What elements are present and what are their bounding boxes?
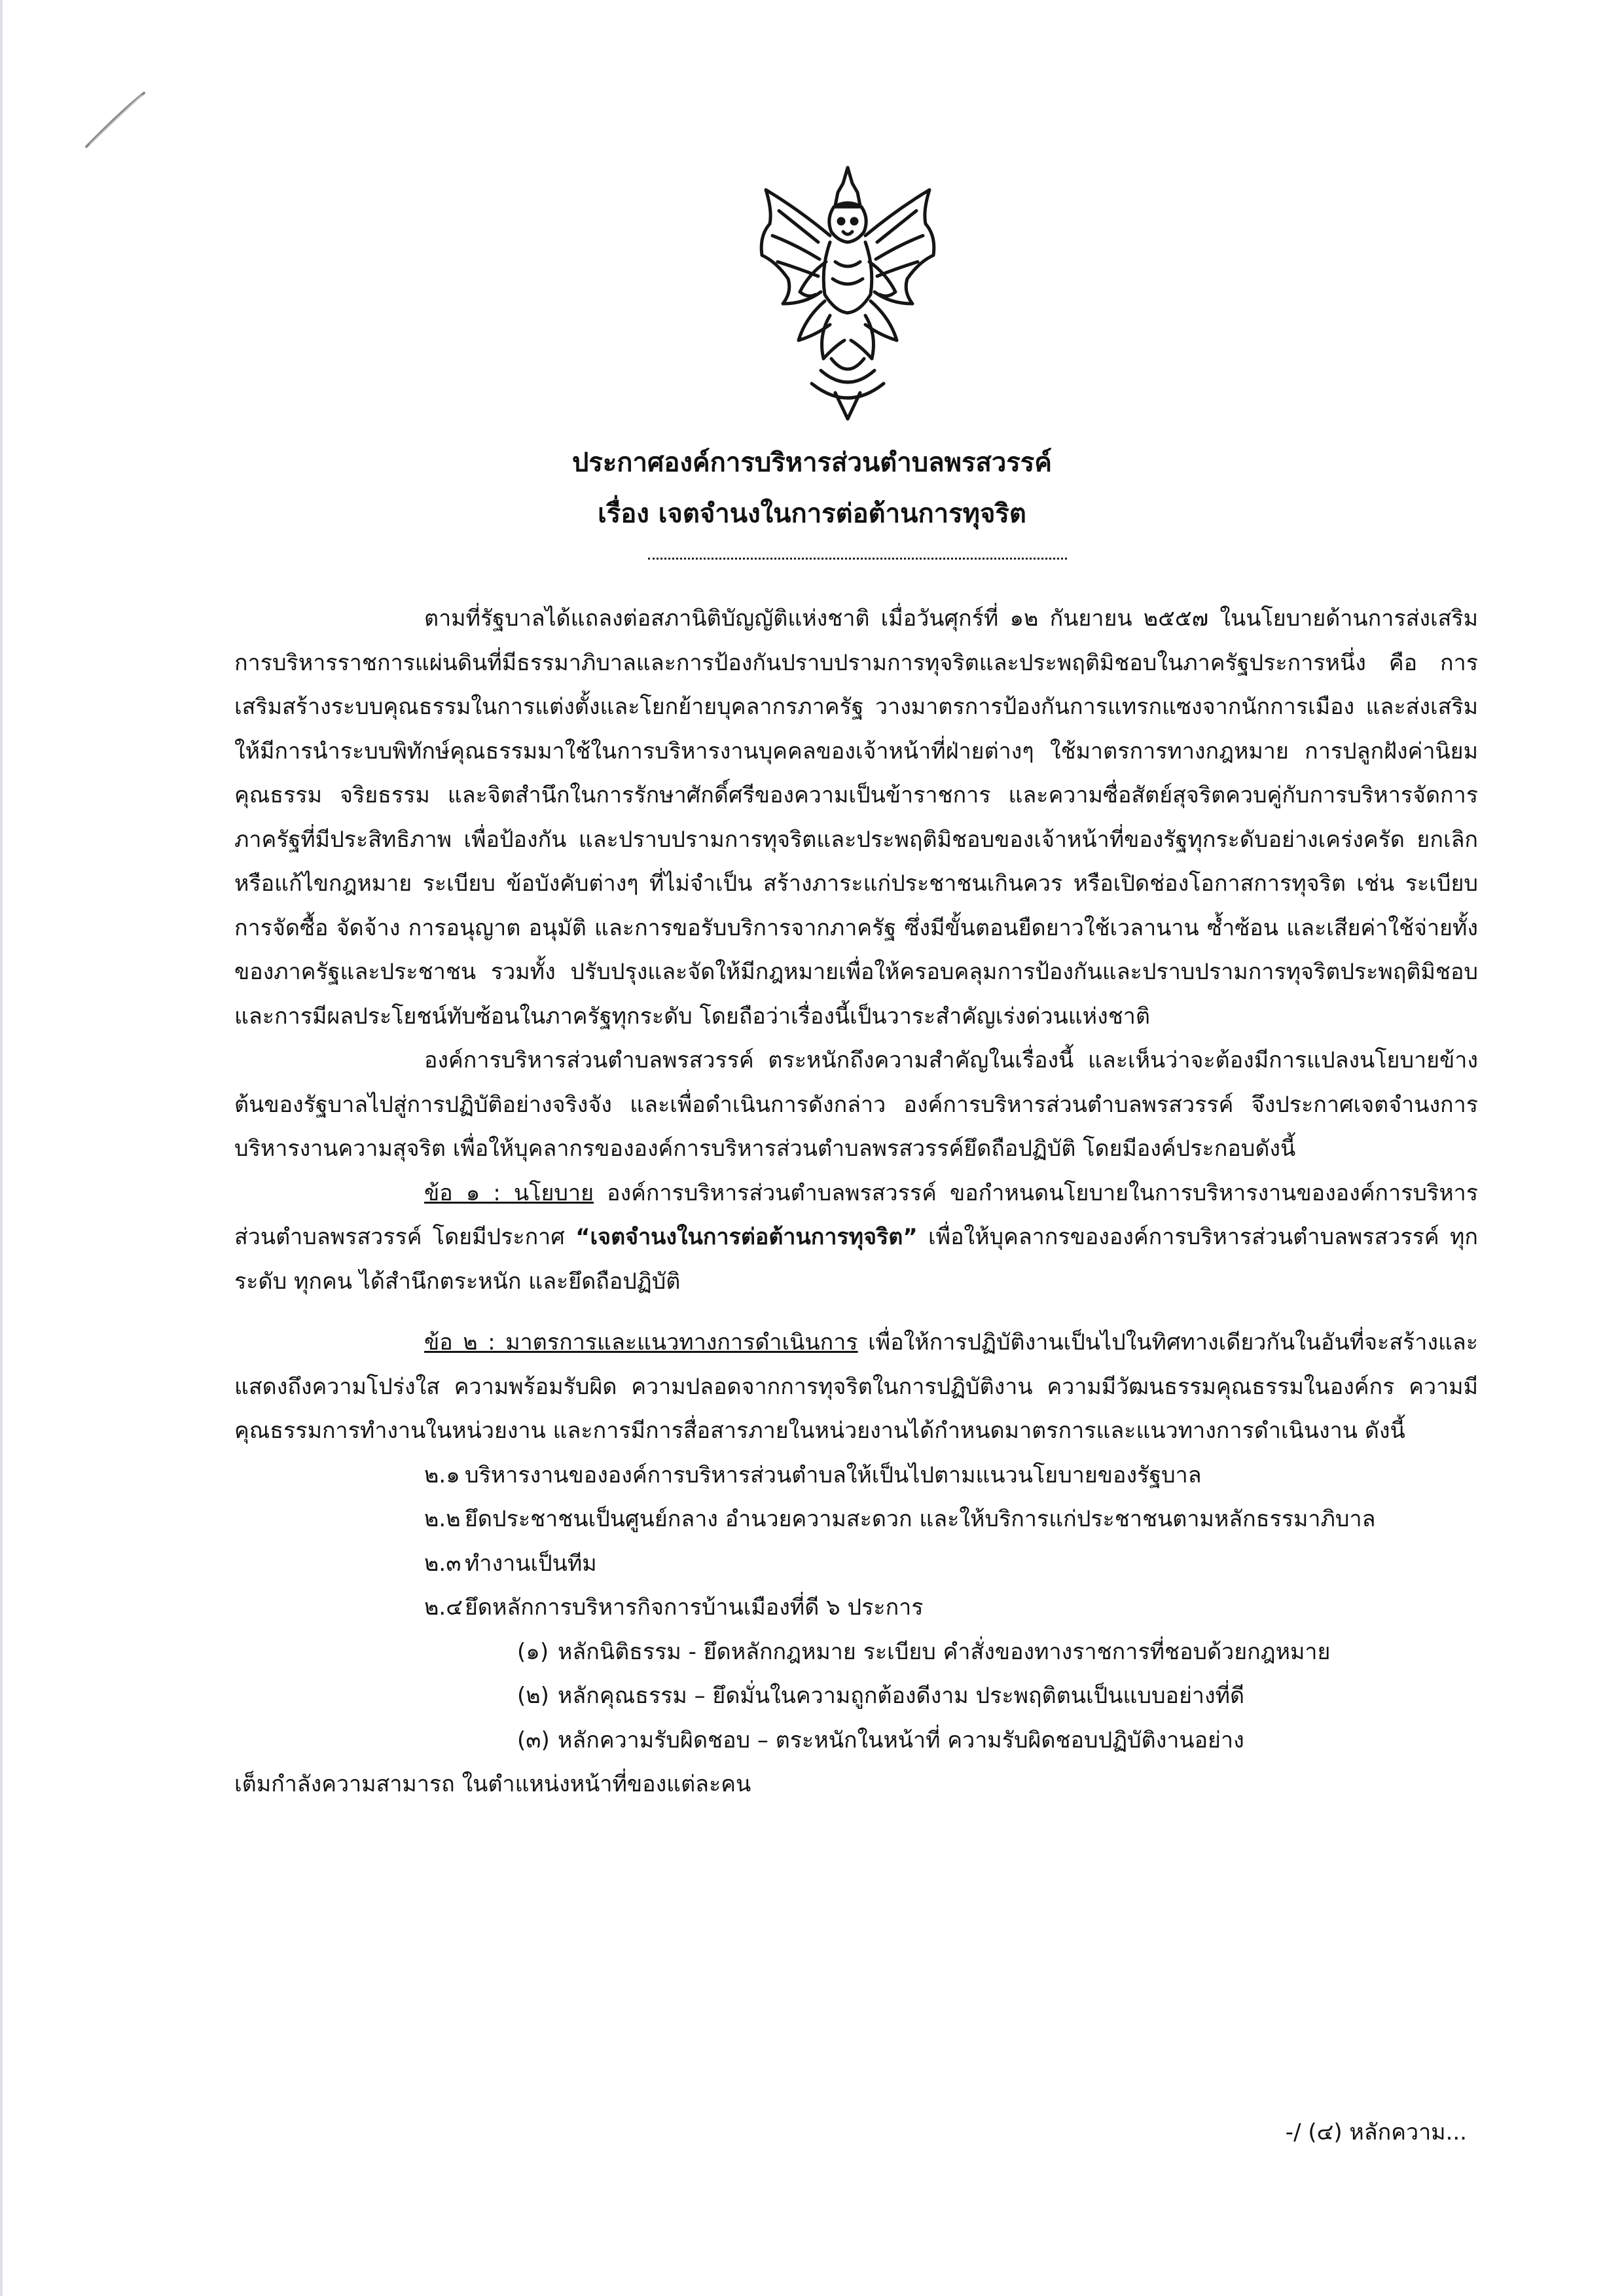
clause-2-heading: ข้อ ๒ : มาตรการและแนวทางการดำเนินการ bbox=[424, 1329, 858, 1355]
list-item-2-1 bbox=[234, 1454, 1478, 1498]
paragraph-gap bbox=[234, 1304, 1478, 1321]
paragraph-4 bbox=[234, 1321, 1478, 1454]
list-number: ๒.๓ bbox=[424, 1550, 461, 1577]
sub-text: หลักความรับผิดชอบ – ตระหนักในหน้าที่ ความรับผิดชอบปฏิบัติงานอย่าง bbox=[558, 1727, 1244, 1753]
document-title: ประกาศองค์การบริหารส่วนตำบลพรสวรรค์ bbox=[571, 448, 1053, 478]
paragraph-1: ตามที่รัฐบาลได้แถลงต่อสภานิติบัญญัติแห่งชาติ เมื่อวันศุกร์ที่ ๑๒ กันยายน ๒๕๕๗ ในนโยบายด้านการส่งเสริมการบริหารราชการแผ่นดินที่มีธรรมาภิบาลและการป้องกันปราบปรามการทุจริตและประพฤติมิชอบในภาครัฐประการหนึ่ง คือ การเสริมสร้างระบบคุณธรรมในการแต่งตั้งและโยกย้ายบุคลากรภาครัฐ วางมาตรการป้องกันการแทรกแซงจากนักการเมือง และส่งเสริมให้มีการนำระบบพิทักษ์คุณธรรมมาใช้ในการบริหารงานบุคคลของเจ้าหน้าที่ฝ่ายต่างๆ ใช้มาตรการทางกฎหมาย การปลูกฝังค่านิยม คุณธรรม จริยธรรม และจิตสำนึกในการรักษาศักดิ์ศรีของความเป็นข้าราชการ และความซื่อสัตย์สุจริตควบคู่กับการบริหารจัดการภาครัฐที่มีประสิทธิภาพ เพื่อป้องกัน และปราบปรามการทุจริตและประพฤติมิชอบของเจ้าหน้าที่ของรัฐทุกระดับอย่างเคร่งครัด ยกเลิกหรือแก้ไขกฎหมาย ระเบียบ ข้อบังคับต่างๆ ที่ไม่จำเป็น สร้างภาระแก่ประชาชนเกินควร หรือเปิดช่องโอกาสการทุจริต เช่น ระเบียบการจัดซื้อ จัดจ้าง การอนุญาต อนุมัติ และการขอรับบริการจากภาครัฐ ซึ่งมีขั้นตอนยืดยาวใช้เวลานาน ซ้ำซ้อน และเสียค่าใช้จ่ายทั้งของภาครัฐและประชาชน รวมทั้ง ปรับปรุงและจัดให้มีกฎหมายเพื่อให้ครอบคลุมการป้องกันและปราบปรามการทุจริตประพฤติมิชอบ และการมีผลประโยชน์ทับซ้อนในภาครัฐทุกระดับ โดยถือว่าเรื่องนี้เป็นวาระสำคัญเร่งด่วนแห่งชาติ bbox=[234, 605, 1478, 1030]
sub-number: (๑) bbox=[517, 1638, 549, 1665]
list-number: ๒.๑ bbox=[424, 1462, 460, 1488]
scan-edge-line bbox=[0, 0, 3, 2296]
list-item-2-2 bbox=[234, 1498, 1478, 1542]
paragraph-3 bbox=[234, 1172, 1478, 1304]
sub-number: (๒) bbox=[517, 1683, 549, 1709]
sub-text: หลักคุณธรรม – ยึดมั่นในความถูกต้องดีงาม ประพฤติตนเป็นแบบอย่างที่ดี bbox=[558, 1683, 1245, 1709]
document-header bbox=[0, 437, 1624, 539]
sub-item-2 bbox=[234, 1674, 1478, 1719]
list-number: ๒.๔ bbox=[424, 1594, 463, 1621]
clause-1-text-b: เพื่อให้บุคลากรขององค์การบริหารส่วนตำบลพรสวรรค์ ทุกระดับ ทุกคน ได้สำนึกตระหนัก และยึดถือปฏิบัติ bbox=[234, 1224, 1478, 1295]
dotted-separator bbox=[648, 558, 1067, 560]
clause-1-heading: ข้อ ๑ : นโยบาย bbox=[424, 1179, 594, 1206]
sub-text: หลักนิติธรรม - ยึดหลักกฎหมาย ระเบียบ คำสั่งของทางราชการที่ชอบด้วยกฎหมาย bbox=[558, 1638, 1331, 1665]
list-text: ทำงานเป็นทีม bbox=[465, 1550, 597, 1577]
paragraph-2: องค์การบริหารส่วนตำบลพรสวรรค์ ตระหนักถึงความสำคัญในเรื่องนี้ และเห็นว่าจะต้องมีการแปลงนโยบายข้างต้นของรัฐบาลไปสู่การปฏิบัติอย่างจริงจัง และเพื่อดำเนินการดังกล่าว องค์การบริหารส่วนตำบลพรสวรรค์ จึงประกาศเจตจำนงการบริหารงานความสุจริต เพื่อให้บุคลากรขององค์การบริหารส่วนตำบลพรสวรรค์ยึดถือปฏิบัติ โดยมีองค์ประกอบดังนี้ bbox=[234, 1047, 1478, 1162]
sub-item-3-continuation: เต็มกำลังความสามารถ ในตำแหน่งหน้าที่ของแต่ละคน bbox=[234, 1771, 751, 1797]
sub-item-3 bbox=[234, 1719, 1478, 1763]
clause-1-bold-quote: “เจตจำนงในการต่อต้านการทุจริต” bbox=[575, 1224, 918, 1250]
page-continuation-note: -/ (๔) หลักความ... bbox=[1285, 2119, 1467, 2145]
list-item-2-4 bbox=[234, 1586, 1478, 1630]
garuda-emblem-icon bbox=[753, 164, 943, 422]
sub-item-1 bbox=[234, 1630, 1478, 1675]
pen-mark-icon bbox=[84, 90, 147, 149]
document-subject: เรื่อง เจตจำนงในการต่อต้านการทุจริต bbox=[598, 499, 1026, 529]
sub-number: (๓) bbox=[517, 1727, 550, 1753]
list-number: ๒.๒ bbox=[424, 1506, 461, 1532]
list-text: บริหารงานขององค์การบริหารส่วนตำบลให้เป็นไปตามแนวนโยบายของรัฐบาล bbox=[465, 1462, 1202, 1488]
document-body bbox=[234, 597, 1478, 1807]
clause-2-text: เพื่อให้การปฏิบัติงานเป็นไปในทิศทางเดียวกันในอันที่จะสร้างและแสดงถึงความโปร่งใส ความพร้อมรับผิด ความปลอดจากการทุจริตในการปฏิบัติงาน ความมีวัฒนธรรมคุณธรรมในองค์กร ความมีคุณธรรมการทำงานในหน่วยงาน และการมีการสื่อสารภายในหน่วยงานได้กำหนดมาตรการและแนวทางการดำเนินงาน ดังนี้ bbox=[234, 1329, 1479, 1444]
list-text: ยึดหลักการบริหารกิจการบ้านเมืองที่ดี ๖ ประการ bbox=[465, 1594, 924, 1621]
list-item-2-3 bbox=[234, 1542, 1478, 1587]
clause-1-text-a: องค์การบริหารส่วนตำบลพรสวรรค์ ขอกำหนดนโยบายในการบริหารงานขององค์การบริหารส่วนตำบลพรสวรรค์ โดยมีประกาศ bbox=[234, 1179, 1478, 1250]
list-text: ยึดประชาชนเป็นศูนย์กลาง อำนวยความสะดวก และให้บริการแก่ประชาชนตามหลักธรรมาภิบาล bbox=[465, 1506, 1376, 1532]
